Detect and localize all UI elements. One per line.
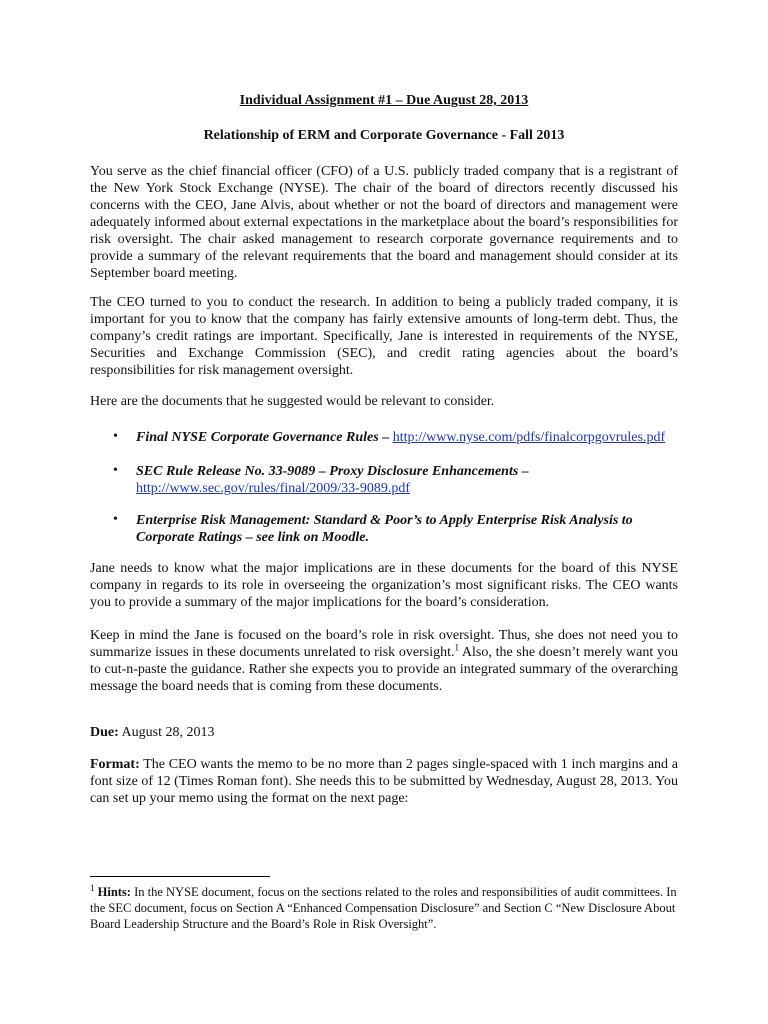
bullet-marker: •: [113, 463, 118, 478]
footnote-ref: 1: [454, 642, 459, 653]
format-label: Format:: [90, 757, 140, 772]
focus-text-b: Also, the she doesn’t merely want you to cut-n-paste the guidance. Rather she expects you to provide an integrated summary of the overarching message the board needs that is coming from these documents.: [90, 645, 678, 694]
format-value: The CEO wants the memo to be no more than 2 pages single-spaced with 1 inch margins and a font size of 12 (Times Roman font). She needs this to be submitted by Wednesday, August 28, 2013. You can set up your memo using the format on the next page:: [90, 757, 678, 806]
format-paragraph: [90, 756, 678, 807]
focus-text-a: Keep in mind the Jane is focused on the board’s role in risk oversight. Thus, she does not need you to summarize issues in these documents unrelated to risk oversight.: [90, 628, 678, 660]
bullet-title: SEC Rule Release No. 33-9089 – Proxy Disclosure Enhancements –: [136, 464, 529, 479]
bullet-marker: •: [113, 512, 118, 527]
bullet-item-sec: [136, 463, 678, 497]
due-label: Due:: [90, 725, 119, 740]
bullet-marker: •: [113, 429, 118, 444]
footnote-divider: [90, 876, 270, 877]
due-line: [90, 724, 678, 741]
due-value: August 28, 2013: [118, 725, 215, 740]
nyse-rules-link[interactable]: http://www.nyse.com/pdfs/finalcorpgovrules.pdf: [392, 430, 666, 445]
bullet-item-sp: [136, 512, 678, 546]
footnote-number: 1: [90, 882, 95, 893]
bullet-title: Final NYSE Corporate Governance Rules –: [136, 430, 393, 445]
footnote-label: Hints:: [94, 885, 131, 899]
paragraph-focus: [90, 627, 678, 695]
bullet-title: Enterprise Risk Management: Standard & Poor’s to Apply Enterprise Risk Analysis to Corporate Ratings – see link on Moodle.: [136, 513, 633, 545]
paragraph-documents-intro: Here are the documents that he suggested would be relevant to consider.: [90, 394, 495, 409]
paragraph-intro: You serve as the chief financial officer (CFO) of a U.S. publicly traded company that is a registrant of the New York Stock Exchange (NYSE). The chair of the board of directors recently discussed his concerns with the CEO, Jane Alvis, about whether or not the board of directors and management were adequately informed about external expectations in the marketplace about the board’s responsibilities for risk oversight. The chair asked management to research corporate governance requirements and to provide a summary of the relevant requirements that the board and management should consider at its September board meeting.: [90, 164, 678, 281]
footnote: [90, 884, 678, 932]
paragraph-research: The CEO turned to you to conduct the research. In addition to being a publicly traded company, it is important for you to know that the company has fairly extensive amounts of long-term debt. Thus, the company’s credit ratings are important. Specifically, Jane is interested in requirements of the NYSE, Securities and Exchange Commission (SEC), and credit rating agencies about the board’s responsibilities for risk management oversight.: [90, 295, 678, 378]
paragraph-implications: Jane needs to know what the major implications are in these documents for the board of this NYSE company in regards to its role in overseeing the organization’s most significant risks. The CEO wants you to provide a summary of the major implications for the board’s consideration.: [90, 561, 678, 610]
sec-release-link[interactable]: http://www.sec.gov/rules/final/2009/33-9089.pdf: [136, 481, 410, 496]
assignment-title: Individual Assignment #1 – Due August 28, 2013: [239, 93, 529, 108]
bullet-item-nyse: [136, 429, 678, 446]
footnote-text: In the NYSE document, focus on the sections related to the roles and responsibilities of audit committees. In the SEC document, focus on Section A “Enhanced Compensation Disclosure” and Section C “New Disclosure About Board Leadership Structure and the Board’s Role in Risk Oversight”.: [90, 885, 677, 931]
assignment-subtitle: Relationship of ERM and Corporate Governance - Fall 2013: [203, 128, 565, 143]
